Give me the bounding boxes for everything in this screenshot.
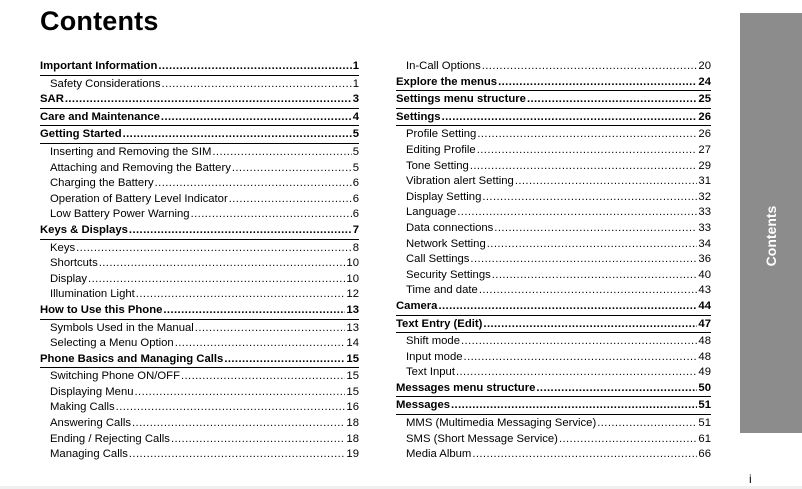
- toc-section-entry[interactable]: [40, 110, 359, 127]
- dot-leader: [464, 350, 698, 366]
- toc-entry-page-number: 14: [346, 337, 359, 350]
- toc-entry-label: Network Setting: [406, 237, 486, 250]
- dot-leader: [536, 381, 697, 397]
- toc-entry-page-number: 5: [352, 161, 359, 174]
- toc-entry-label: Input mode: [406, 350, 463, 363]
- dot-leader: [195, 321, 346, 337]
- toc-section-entry[interactable]: [396, 75, 711, 92]
- toc-entry-page-number: 34: [698, 237, 711, 250]
- toc-subentry[interactable]: [396, 159, 711, 175]
- toc-entry-label: Operation of Battery Level Indicator: [50, 192, 228, 205]
- dot-leader: [65, 92, 352, 108]
- toc-entry-label: MMS (Multimedia Messaging Service): [406, 417, 597, 430]
- toc-entry-page-number: 24: [698, 75, 711, 88]
- toc-subentry[interactable]: [40, 416, 359, 432]
- toc-entry-label: Charging the Battery: [50, 177, 154, 190]
- toc-entry-label: Attaching and Removing the Battery: [50, 161, 231, 174]
- toc-section-entry[interactable]: [396, 299, 711, 316]
- toc-subentry[interactable]: [40, 145, 359, 161]
- toc-entry-page-number: 13: [346, 321, 359, 334]
- toc-entry-page-number: 25: [698, 93, 711, 106]
- toc-entry-page-number: 16: [346, 401, 359, 414]
- toc-subentry[interactable]: [40, 176, 359, 192]
- toc-entry-page-number: 48: [698, 350, 711, 363]
- toc-entry-page-number: 50: [698, 381, 711, 394]
- toc-entry-page-number: 26: [698, 128, 711, 141]
- toc-subentry[interactable]: [40, 256, 359, 272]
- toc-entry-label: Low Battery Power Warning: [50, 208, 190, 221]
- dot-leader: [132, 416, 345, 432]
- dot-leader: [181, 369, 345, 385]
- dot-leader: [559, 432, 697, 448]
- toc-entry-label: Keys: [50, 241, 76, 254]
- toc-entry-page-number: 12: [346, 288, 359, 301]
- dot-leader: [155, 176, 352, 192]
- toc-subentry[interactable]: [40, 207, 359, 223]
- toc-subentry[interactable]: [40, 400, 359, 416]
- dot-leader: [438, 299, 697, 315]
- dot-leader: [232, 161, 352, 177]
- toc-subentry[interactable]: [40, 161, 359, 177]
- toc-entry-page-number: 51: [698, 399, 711, 412]
- toc-entry-page-number: 1: [352, 77, 359, 90]
- toc-subentry[interactable]: [396, 268, 711, 284]
- page-title: Contents: [40, 6, 159, 36]
- toc-entry-page-number: 31: [698, 175, 711, 188]
- toc-subentry[interactable]: [396, 416, 711, 432]
- toc-entry-page-number: 33: [698, 221, 711, 234]
- dot-leader: [191, 207, 352, 223]
- toc-entry-label: Ending / Rejecting Calls: [50, 432, 170, 445]
- toc-entry-label: Call Settings: [406, 253, 470, 266]
- toc-entry-label: Making Calls: [50, 401, 115, 414]
- toc-entry-label: Illumination Light: [50, 288, 135, 301]
- dot-leader: [99, 256, 346, 272]
- dot-leader: [477, 127, 697, 143]
- toc-entry-label: Tone Setting: [406, 159, 469, 172]
- toc-entry-page-number: 44: [698, 299, 711, 312]
- dot-leader: [171, 432, 345, 448]
- toc-entry-page-number: 10: [346, 272, 359, 285]
- toc-entry-page-number: 49: [698, 366, 711, 379]
- dot-leader: [483, 317, 697, 333]
- toc-entry-label: Time and date: [406, 284, 478, 297]
- dot-leader: [163, 303, 345, 319]
- dot-leader: [461, 334, 697, 350]
- dot-leader: [451, 398, 697, 414]
- toc-subentry[interactable]: [40, 287, 359, 303]
- toc-entry-page-number: 6: [352, 208, 359, 221]
- toc-subentry[interactable]: [40, 321, 359, 337]
- dot-leader: [527, 92, 697, 108]
- toc-section-entry[interactable]: [40, 223, 359, 240]
- toc-subentry[interactable]: [396, 283, 711, 299]
- toc-right-column: [396, 59, 711, 463]
- toc-entry-page-number: 19: [346, 448, 359, 461]
- toc-entry-label: Phone Basics and Managing Calls: [40, 352, 224, 365]
- toc-entry-page-number: 48: [698, 335, 711, 348]
- side-tab-label: Contents: [763, 205, 779, 267]
- toc-entry-page-number: 61: [698, 432, 711, 445]
- toc-entry-page-number: 51: [698, 417, 711, 430]
- toc-entry-page-number: 15: [346, 352, 359, 365]
- toc-entry-label: Selecting a Menu Option: [50, 337, 174, 350]
- dot-leader: [135, 385, 346, 401]
- dot-leader: [88, 272, 345, 288]
- toc-entry-page-number: 6: [352, 192, 359, 205]
- toc-subentry[interactable]: [396, 447, 711, 463]
- toc-subentry[interactable]: [40, 432, 359, 448]
- toc-subentry[interactable]: [40, 272, 359, 288]
- dot-leader: [158, 59, 351, 75]
- toc-entry-label: Data connections: [406, 221, 494, 234]
- toc-subentry[interactable]: [396, 127, 711, 143]
- toc-subentry[interactable]: [396, 205, 711, 221]
- dot-leader: [456, 365, 697, 381]
- toc-subentry[interactable]: [40, 447, 359, 463]
- toc-entry-page-number: 36: [698, 253, 711, 266]
- toc-section-entry[interactable]: [396, 110, 711, 127]
- toc-entry-label: SAR: [40, 93, 64, 106]
- toc-subentry[interactable]: [396, 221, 711, 237]
- toc-subentry[interactable]: [40, 336, 359, 352]
- toc-entry-label: Settings menu structure: [396, 93, 526, 106]
- dot-leader: [212, 145, 351, 161]
- dot-leader: [129, 447, 346, 463]
- toc-entry-page-number: 18: [346, 417, 359, 430]
- toc-entry-label: Keys & Displays: [40, 223, 128, 236]
- toc-subentry[interactable]: [396, 334, 711, 350]
- toc-section-entry[interactable]: [396, 92, 711, 109]
- dot-leader: [494, 221, 697, 237]
- toc-section-entry[interactable]: [40, 352, 359, 369]
- section-side-tab: [740, 13, 802, 433]
- dot-leader: [224, 352, 345, 368]
- toc-entry-page-number: 32: [698, 190, 711, 203]
- dot-leader: [136, 287, 346, 303]
- toc-entry-page-number: 4: [352, 110, 359, 123]
- dot-leader: [470, 252, 697, 268]
- toc-entry-page-number: 6: [352, 177, 359, 190]
- toc-subentry[interactable]: [396, 143, 711, 159]
- toc-entry-label: Media Album: [406, 448, 472, 461]
- toc-entry-page-number: 40: [698, 268, 711, 281]
- toc-entry-page-number: 18: [346, 432, 359, 445]
- toc-entry-page-number: 5: [352, 145, 359, 158]
- toc-entry-label: Switching Phone ON/OFF: [50, 370, 180, 383]
- dot-leader: [123, 127, 352, 143]
- toc-entry-label: Display Setting: [406, 190, 482, 203]
- toc-entry-label: In-Call Options: [406, 60, 481, 72]
- toc-entry-page-number: 26: [698, 110, 711, 123]
- dot-leader: [477, 143, 698, 159]
- toc-entry-label: Text Entry (Edit): [396, 317, 483, 330]
- toc-subentry[interactable]: [40, 369, 359, 385]
- toc-entry-label: Managing Calls: [50, 448, 128, 461]
- toc-entry-label: How to Use this Phone: [40, 303, 163, 316]
- toc-section-entry[interactable]: [396, 398, 711, 415]
- dot-leader: [479, 283, 698, 299]
- toc-subentry[interactable]: [396, 432, 711, 448]
- toc-entry-page-number: 29: [698, 159, 711, 172]
- dot-leader: [229, 192, 352, 208]
- toc-entry-page-number: 1: [352, 60, 359, 72]
- dot-leader: [492, 268, 698, 284]
- dot-leader: [597, 416, 697, 432]
- toc-entry-label: Editing Profile: [406, 143, 476, 156]
- toc-entry-page-number: 66: [698, 448, 711, 461]
- toc-entry-page-number: 15: [346, 385, 359, 398]
- toc-subentry[interactable]: [396, 350, 711, 366]
- dot-leader: [116, 400, 346, 416]
- toc-subentry[interactable]: [40, 77, 359, 93]
- toc-entry-label: Settings: [396, 110, 441, 123]
- toc-subentry[interactable]: [396, 365, 711, 381]
- toc-entry-label: Language: [406, 206, 457, 219]
- dot-leader: [76, 241, 352, 257]
- toc-entry-label: Important Information: [40, 60, 158, 72]
- toc-entry-label: Profile Setting: [406, 128, 477, 141]
- toc-section-entry[interactable]: [40, 303, 359, 320]
- toc-subentry[interactable]: [396, 174, 711, 190]
- toc-subentry[interactable]: [40, 241, 359, 257]
- dot-leader: [442, 110, 698, 126]
- toc-entry-label: Display: [50, 272, 88, 285]
- dot-leader: [487, 237, 698, 253]
- toc-entry-page-number: 3: [352, 93, 359, 106]
- dot-leader: [162, 77, 352, 93]
- toc-entry-page-number: 43: [698, 284, 711, 297]
- toc-entry-label: Shortcuts: [50, 257, 98, 270]
- toc-subentry[interactable]: [396, 190, 711, 206]
- dot-leader: [515, 174, 698, 190]
- toc-entry-label: SMS (Short Message Service): [406, 432, 558, 445]
- toc-entry-page-number: 47: [698, 317, 711, 330]
- toc-entry-label: Vibration alert Setting: [406, 175, 514, 188]
- toc-entry-page-number: 13: [346, 303, 359, 316]
- toc-entry-label: Text Input: [406, 366, 455, 379]
- toc-entry-label: Messages menu structure: [396, 381, 536, 394]
- toc-section-entry[interactable]: [40, 92, 359, 109]
- toc-entry-label: Safety Considerations: [50, 77, 161, 90]
- toc-entry-label: Shift mode: [406, 335, 461, 348]
- toc-entry-page-number: 10: [346, 257, 359, 270]
- toc-entry-page-number: 27: [698, 143, 711, 156]
- toc-entry-label: Symbols Used in the Manual: [50, 321, 194, 334]
- toc-subentry[interactable]: [40, 192, 359, 208]
- dot-leader: [498, 75, 697, 91]
- dot-leader: [129, 223, 352, 239]
- toc-subentry[interactable]: [396, 59, 711, 75]
- dot-leader: [457, 205, 697, 221]
- toc-subentry[interactable]: [40, 385, 359, 401]
- dot-leader: [470, 159, 698, 175]
- toc-entry-page-number: 15: [346, 370, 359, 383]
- toc-entry-page-number: 8: [352, 241, 359, 254]
- toc-entry-label: Explore the menus: [396, 75, 498, 88]
- toc-section-entry[interactable]: [396, 381, 711, 398]
- toc-entry-label: Answering Calls: [50, 417, 131, 430]
- dot-leader: [175, 336, 346, 352]
- toc-section-entry[interactable]: [40, 127, 359, 144]
- toc-left-column: [40, 59, 359, 463]
- dot-leader: [482, 190, 697, 206]
- toc-entry-label: Displaying Menu: [50, 385, 134, 398]
- dot-leader: [472, 447, 697, 463]
- toc-entry-page-number: 33: [698, 206, 711, 219]
- toc-entry-page-number: 7: [352, 223, 359, 236]
- dot-leader: [482, 59, 698, 75]
- toc-section-entry[interactable]: [40, 59, 359, 76]
- toc-section-entry[interactable]: [396, 317, 711, 334]
- dot-leader: [161, 110, 352, 126]
- toc-entry-page-number: 20: [698, 60, 711, 72]
- toc-entry-label: Security Settings: [406, 268, 491, 281]
- toc-entry-label: Inserting and Removing the SIM: [50, 145, 212, 158]
- toc-subentry[interactable]: [396, 252, 711, 268]
- toc-entry-label: Messages: [396, 399, 451, 412]
- page-number: i: [749, 472, 752, 486]
- toc-entry-label: Getting Started: [40, 128, 122, 141]
- toc-entry-label: Camera: [396, 299, 438, 312]
- toc-entry-label: Care and Maintenance: [40, 110, 160, 123]
- toc-entry-page-number: 5: [352, 128, 359, 141]
- toc-subentry[interactable]: [396, 237, 711, 253]
